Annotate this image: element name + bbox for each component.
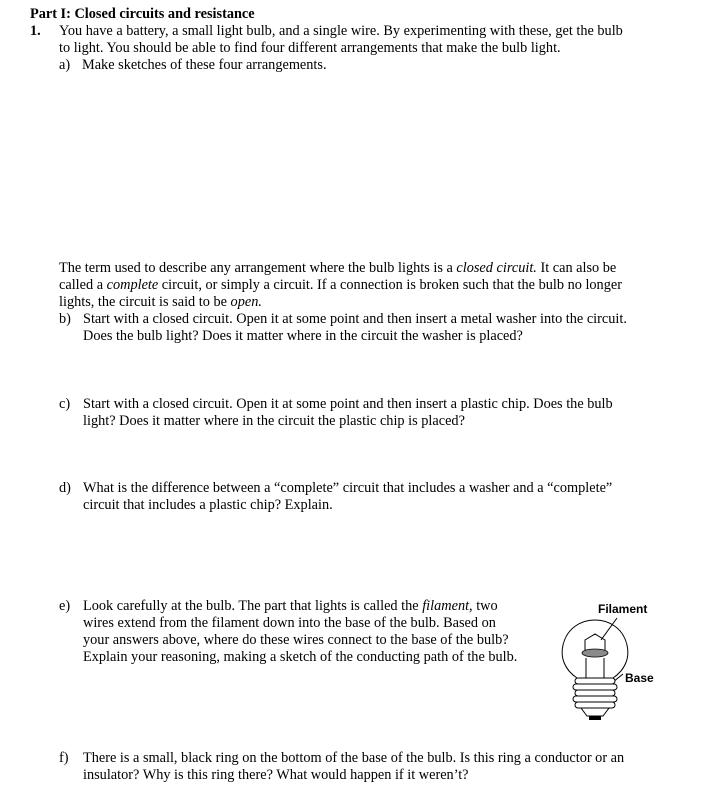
part-a-label: a) [59, 57, 71, 73]
term-open: open. [230, 294, 262, 310]
question-number: 1. [30, 23, 41, 39]
term-closed-circuit: closed circuit. [456, 260, 537, 276]
contact-tip [589, 716, 601, 720]
part-a-text: Make sketches of these four arrangements. [82, 57, 327, 73]
term-filament: filament, [422, 598, 473, 614]
part-d-line-2: circuit that includes a plastic chip? Explain. [83, 497, 333, 513]
light-bulb-diagram [555, 612, 635, 724]
closed-circuit-line-1: The term used to describe any arrangement where the bulb lights is a closed circuit. It can also be [59, 260, 617, 276]
part-c-line-1: Start with a closed circuit. Open it at some point and then insert a plastic chip. Does the bulb [83, 396, 613, 412]
filament-label: Filament [598, 602, 648, 616]
question-1-line-1: You have a battery, a small light bulb, and a single wire. By experimenting with these, get the bulb [59, 23, 623, 39]
part-f-label: f) [59, 750, 69, 766]
part-title: Part I: Closed circuits and resistance [30, 6, 255, 22]
part-b-label: b) [59, 311, 71, 327]
part-c-label: c) [59, 396, 71, 412]
closed-circuit-line-3: lights, the circuit is said to be open. [59, 294, 262, 310]
base-label: Base [625, 671, 654, 685]
part-e-label: e) [59, 598, 71, 614]
bulb-base [573, 678, 617, 716]
part-c-line-2: light? Does it matter where in the circuit the plastic chip is placed? [83, 413, 465, 429]
part-f-line-2: insulator? Why is this ring there? What would happen if it weren’t? [83, 767, 469, 783]
term-complete: complete [106, 277, 159, 293]
part-e-line-2: wires extend from the filament down into the base of the bulb. Based on [83, 615, 496, 631]
part-d-line-1: What is the difference between a “complete” circuit that includes a washer and a “complete” [83, 480, 613, 496]
filament-icon [585, 634, 605, 650]
question-1-line-2: to light. You should be able to find four different arrangements that make the bulb light. [59, 40, 561, 56]
part-e-line-3: your answers above, where do these wires connect to the base of the bulb? [83, 632, 509, 648]
closed-circuit-line-2: called a complete circuit, or simply a circuit. If a connection is broken such that the bulb no longer [59, 277, 622, 293]
part-a [59, 57, 327, 74]
part-b-line-2: Does the bulb light? Does it matter where in the circuit the washer is placed? [83, 328, 523, 344]
filament-glow [582, 649, 608, 657]
part-d-label: d) [59, 480, 71, 496]
part-f-line-1: There is a small, black ring on the bottom of the base of the bulb. Is this ring a conductor or an [83, 750, 625, 766]
part-e-line-4: Explain your reasoning, making a sketch of the conducting path of the bulb. [83, 649, 518, 665]
part-b-line-1: Start with a closed circuit. Open it at some point and then insert a metal washer into the circuit. [83, 311, 627, 327]
part-e-line-1: Look carefully at the bulb. The part that lights is called the filament, two [83, 598, 498, 614]
